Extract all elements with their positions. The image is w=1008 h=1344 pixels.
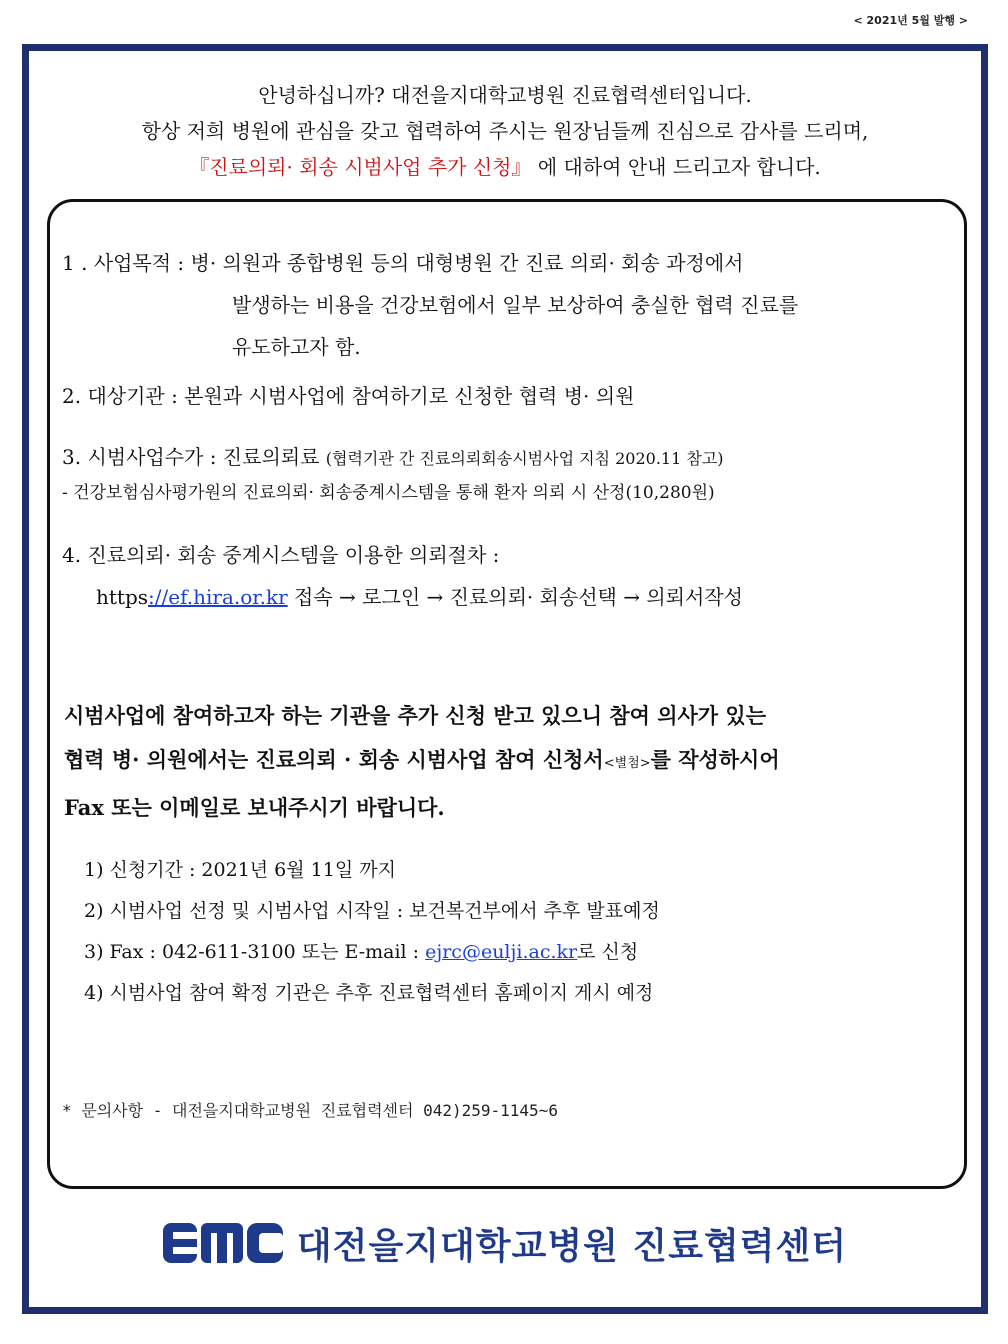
hira-link[interactable]: ://ef.hira.or.kr [148, 585, 288, 609]
application-notice [64, 694, 780, 830]
inquiry-contact: * 문의사항 - 대전을지대학교병원 진료협력센터 042)259-1145~6 [62, 1101, 558, 1120]
item-purpose-line-3: 유도하고자 함. [232, 335, 361, 359]
item-target-institutions: 2. 대상기관 : 본원과 시범사업에 참여하기로 신청한 협력 병· 의원 [62, 384, 635, 408]
greeting-line-3 [29, 149, 981, 185]
item-fee-label: 3. 시범사업수가 : 진료의뢰료 [62, 445, 326, 469]
list-item-period: 1) 신청기간 : 2021년 6월 11일 까지 [84, 859, 396, 881]
attachment-tag: <별첨> [603, 756, 651, 771]
item-purpose [62, 242, 798, 368]
list-item-selection: 2) 시범사업 선정 및 시범사업 시작일 : 보건복건부에서 추후 발표예정 [84, 900, 660, 922]
list-item-announcement: 4) 시범사업 참여 확정 기관은 추후 진료협력센터 홈페이지 게시 예정 [84, 982, 654, 1004]
info-box [47, 199, 967, 1189]
item-fee-note: (협력기관 간 진료의뢰회송시범사업 지침 2020.11 참고) [325, 449, 724, 468]
publication-date-tag: < 2021년 5월 발행 > [853, 14, 968, 27]
footer-title: 대전을지대학교병원 진료협력센터 [296, 1225, 848, 1267]
contact-suffix: 로 신청 [577, 941, 639, 963]
procedure-url-prefix: https [96, 585, 149, 609]
emc-logo-icon [163, 1223, 283, 1263]
list-item-contact [84, 932, 660, 973]
notice-line-2 [64, 738, 780, 786]
notice-line-3: Fax 또는 이메일로 보내주시기 바랍니다. [64, 795, 445, 820]
email-link[interactable]: ejrc@eulji.ac.kr [425, 941, 578, 963]
greeting-line-2: 항상 저희 병원에 관심을 갖고 협력하여 주시는 원장님들께 진심으로 감사를 드리며, [141, 119, 869, 143]
notice-line-2a: 협력 병· 의원에서는 진료의뢰 · 회송 시범사업 참여 신청서 [64, 747, 604, 772]
footer-brand [29, 1211, 981, 1275]
item-fee-detail: - 건강보험심사평가원의 진료의뢰· 회송중계시스템을 통해 환자 의뢰 시 산정(10,280원) [62, 483, 715, 503]
item-purpose-line-1: 병· 의원과 종합병원 등의 대형병원 간 진료 의뢰· 회송 과정에서 [190, 251, 744, 275]
notice-line-1: 시범사업에 참여하고자 하는 기관을 추가 신청 받고 있으니 참여 의사가 있는 [64, 703, 766, 728]
greeting-line-3-rest: 에 대하여 안내 드리고자 합니다. [531, 155, 821, 179]
item-procedure [62, 534, 743, 618]
notice-line-2b: 를 작성하시어 [650, 747, 780, 772]
item-purpose-line-2: 발생하는 비용을 건강보험에서 일부 보상하여 충실한 협력 진료를 [232, 293, 799, 317]
greeting-block [29, 77, 981, 185]
document-frame [22, 44, 988, 1314]
item-procedure-label: 4. 진료의뢰· 회송 중계시스템을 이용한 의뢰절차 : [62, 543, 500, 567]
program-title-highlight: 『진료의뢰· 회송 시범사업 추가 신청』 [189, 155, 532, 179]
contact-prefix: 3) Fax : 042-611-3100 또는 E-mail : [84, 941, 426, 963]
greeting-line-1: 안녕하십니까? 대전을지대학교병원 진료협력센터입니다. [258, 83, 752, 107]
procedure-steps: 접속 → 로그인 → 진료의뢰· 회송선택 → 의뢰서작성 [287, 585, 743, 609]
item-purpose-label: 1 . 사업목적 : [62, 251, 191, 275]
item-fee [62, 440, 724, 510]
application-details-list [84, 850, 660, 1014]
